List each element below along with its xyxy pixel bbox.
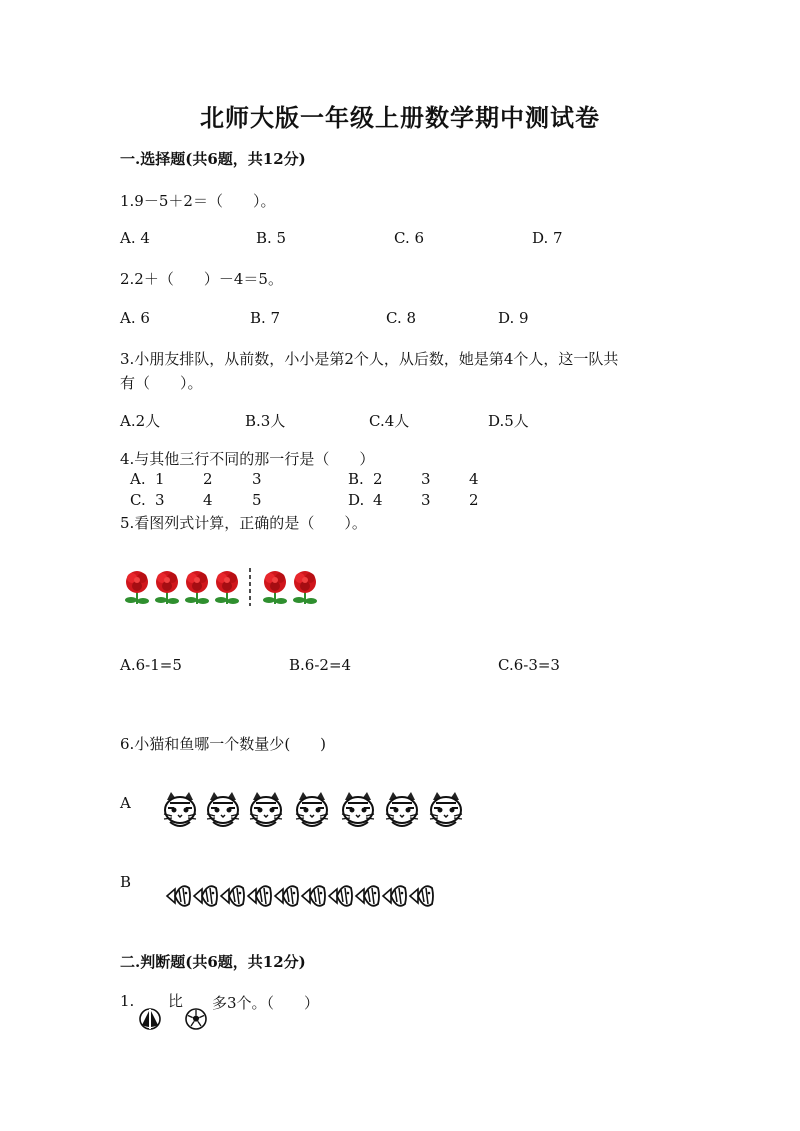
flower-icon — [155, 571, 179, 604]
q1-option-a[interactable]: A. 4 — [120, 229, 150, 247]
q2-option-d[interactable]: D. 9 — [498, 309, 529, 327]
q4-row-c-value: 4 — [203, 491, 213, 509]
flower-icon — [215, 571, 239, 604]
q6-option-a[interactable]: A — [120, 794, 131, 812]
cat-icon — [250, 792, 282, 826]
question-1: 1.9－5＋2＝（ ）。 — [120, 192, 276, 210]
q4-row-d-label[interactable]: D. — [348, 491, 365, 509]
q4-row-a-value: 2 — [203, 470, 213, 488]
beach-ball-icon — [138, 1007, 162, 1031]
q4-row-b-value: 4 — [469, 470, 479, 488]
fish-icon — [194, 886, 217, 906]
q4-row-d-value: 2 — [469, 491, 479, 509]
q4-row-a-label[interactable]: A. — [130, 470, 146, 488]
q4-row-b-value: 3 — [421, 470, 431, 488]
q3-option-a[interactable]: A.2人 — [120, 412, 161, 430]
question-4: 4.与其他三行不同的那一行是（ ） — [120, 450, 375, 468]
section-heading-judgement: 二.判断题(共6题，共12分) — [120, 953, 306, 971]
fish-icon — [221, 886, 244, 906]
q4-row-b-value: 2 — [373, 470, 383, 488]
judge-question-1-number: 1. — [120, 992, 135, 1010]
q4-row-a-value: 3 — [252, 470, 262, 488]
q3-option-d[interactable]: D.5人 — [488, 412, 529, 430]
cat-icon — [342, 792, 374, 826]
flower-icon — [263, 571, 287, 604]
fish-icon — [356, 886, 379, 906]
fish-icon — [167, 886, 190, 906]
q4-row-c-value: 3 — [155, 491, 165, 509]
fish-icon — [302, 886, 325, 906]
judge-question-1-text: 多3个。（ ） — [212, 994, 320, 1012]
q4-row-b-label[interactable]: B. — [348, 470, 364, 488]
cat-icon — [386, 792, 418, 826]
cat-icon — [430, 792, 462, 826]
q3-option-b[interactable]: B.3人 — [245, 412, 286, 430]
q4-row-a-value: 1 — [155, 470, 165, 488]
judge-question-1-compare: 比 — [168, 992, 184, 1010]
page-title: 北师大版一年级上册数学期中测试卷 — [200, 103, 600, 132]
fish-icon — [329, 886, 352, 906]
q4-row-c-label[interactable]: C. — [130, 491, 146, 509]
q1-option-c[interactable]: C. 6 — [394, 229, 425, 247]
q5-option-a[interactable]: A.6-1=5 — [120, 656, 182, 674]
question-3-line-2: 有（ ）。 — [120, 374, 203, 392]
section-heading-choice: 一.选择题(共6题，共12分) — [120, 150, 306, 168]
q2-option-c[interactable]: C. 8 — [386, 309, 417, 327]
cat-icon — [164, 792, 196, 826]
fish-icon — [275, 886, 298, 906]
fish-picture — [165, 880, 439, 912]
q4-row-d-value: 3 — [421, 491, 431, 509]
flower-icon — [293, 571, 317, 604]
q1-option-d[interactable]: D. 7 — [532, 229, 563, 247]
question-5: 5.看图列式计算，正确的是（ ）。 — [120, 514, 367, 532]
flower-icon — [185, 571, 209, 604]
cat-icon — [296, 792, 328, 826]
q6-option-b[interactable]: B — [120, 873, 132, 891]
question-2: 2.2＋（ ）－4＝5。 — [120, 270, 283, 288]
q4-row-c-value: 5 — [252, 491, 262, 509]
q3-option-c[interactable]: C.4人 — [369, 412, 410, 430]
flowers-picture — [120, 566, 330, 608]
q2-option-a[interactable]: A. 6 — [120, 309, 150, 327]
q1-option-b[interactable]: B. 5 — [256, 229, 287, 247]
fish-icon — [248, 886, 271, 906]
q4-row-d-value: 4 — [373, 491, 383, 509]
soccer-ball-icon — [184, 1007, 208, 1031]
fish-icon — [383, 886, 406, 906]
q2-option-b[interactable]: B. 7 — [250, 309, 281, 327]
fish-icon — [410, 886, 433, 906]
q5-option-b[interactable]: B.6-2=4 — [289, 656, 352, 674]
cats-picture — [162, 788, 468, 830]
question-6: 6.小猫和鱼哪一个数量少( ) — [120, 735, 327, 753]
q5-option-c[interactable]: C.6-3=3 — [498, 656, 560, 674]
cat-icon — [207, 792, 239, 826]
flower-icon — [125, 571, 149, 604]
question-3-line-1: 3.小朋友排队，从前数，小小是第2个人，从后数，她是第4个人，这一队共 — [120, 350, 619, 368]
